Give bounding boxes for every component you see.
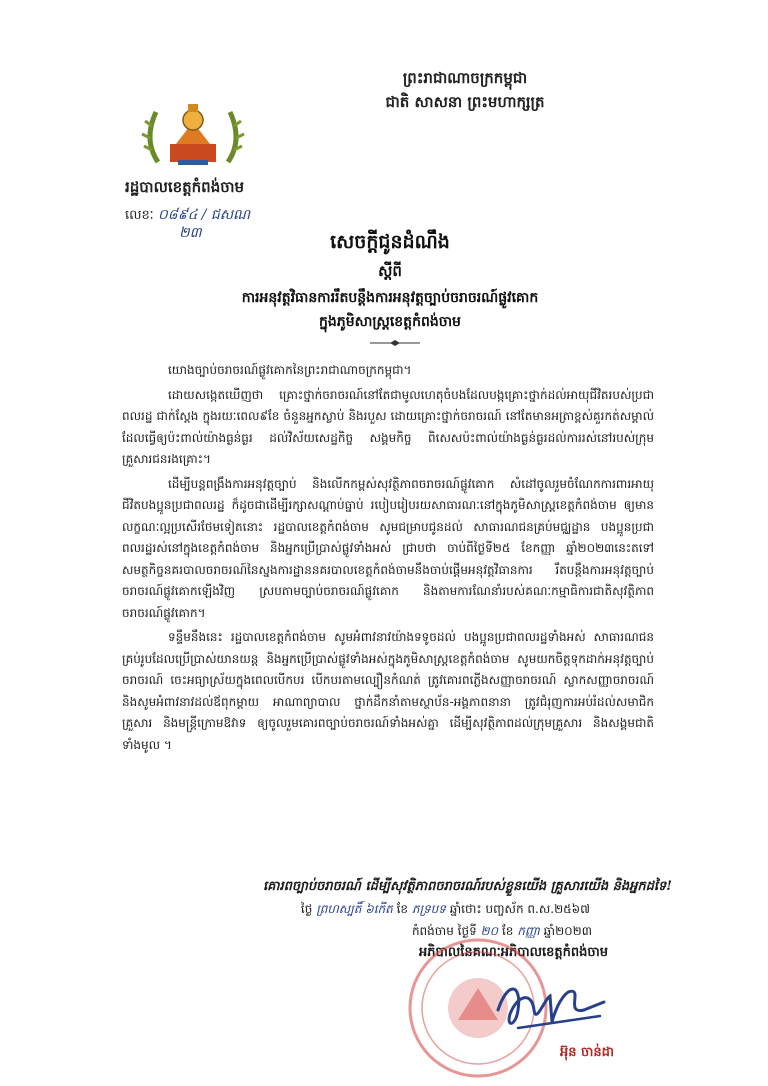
signature-icon [488, 970, 608, 1040]
body-paragraph-4: ទន្ទឹមនឹងនេះ រដ្ឋបាលខេត្តកំពង់ចាម សូមអំពាវនាវយ៉ាងទទូចដល់ បងប្អូនប្រជាពលរដ្ឋទាំងអស់ សាធារណជនគ្រប់រូបដែលប្រើប្រាស់យានយន្ត និងអ្នកប្រើប្រាស់ផ្លូវទាំងអស់ក្នុងភូមិសាស្ត្រខេត្តកំពង់ចាម សូមយកចិត្តទុកដាក់អនុវត្តច្បាប់ចរាចរណ៍ ចេះអធ្យាស្រ័យក្នុងពេលបើកបរ បើកបរតាមល្បឿនកំណត់ ត្រូវគោរពភ្លើងសញ្ញាចរាចរណ៍ ស្លាកសញ្ញាចរាចរណ៍ និងសូមអំពាវនាវដល់ឪពុកម្តាយ អាណាព្យាបាល ថ្នាក់ដឹកនាំតាមស្ថាប័ន-អង្គភាពនានា ត្រូវជំរុញការអប់រំដល់សមាជិកគ្រួសារ និងមន្ត្រីក្រោមឱវាទ ឲ្យចូលរួមគោរពច្បាប់ចរាចរណ៍ទាំងអស់គ្នា ដើម្បីសុវត្ថិភាពដល់ក្រុមគ្រួសារ និងសង្គមជាតិទាំងមូល ។ [122, 630, 654, 752]
issuing-authority: រដ្ឋបាលខេត្តកំពង់ចាម [125, 178, 245, 196]
body-paragraph-2: ដោយសង្កេតឃើញថា គ្រោះថ្នាក់ចរាចរណ៍នៅតែជាមូលហេតុចំបងដែលបង្កគ្រោះថ្នាក់ដល់អាយុជីវិតរបស់ប្រជាពលរដ្ឋ ជាក់ស្តែង ក្នុងរយៈពេល៩ខែ ចំនួនអ្នកស្លាប់ និងរបួស ដោយគ្រោះថ្នាក់ចរាចរណ៍ នៅតែមានអត្រាខ្ពស់គួរកត់សម្គាល់ ដែលធ្វើឲ្យប៉ះពាល់យ៉ាងធ្ងន់ធ្ងរ ដល់វិស័យសេដ្ឋកិច្ច សង្គមកិច្ច ពិសេសប៉ះពាល់យ៉ាងធ្ងន់ធ្ងរដល់ការរស់នៅរបស់ក្រុមគ្រួសារជនរងគ្រោះ។ [122, 387, 654, 466]
notice-title: សេចក្តីជូនដំណឹង [330, 231, 450, 253]
solar-month-handwritten: កញ្ញា [517, 924, 540, 938]
solar-suffix: ឆ្នាំ២០២៣ [543, 924, 592, 938]
divider-ornament-icon [370, 340, 420, 346]
lunar-month-handwritten: ភទ្របទ [411, 902, 446, 916]
solar-day-handwritten: ២០ [480, 924, 499, 938]
notice-about-label: ស្តីពី [378, 262, 402, 280]
reference-number [125, 205, 251, 241]
notice-subject-line2: ក្នុងភូមិសាស្ត្រខេត្តកំពង់ចាម [319, 314, 461, 330]
lunar-month-label: ខែ [396, 902, 409, 916]
body-paragraph-3: ដើម្បីបន្តពង្រឹងការអនុវត្តច្បាប់ និងលើកកម្ពស់សុវត្ថិភាពចរាចរណ៍ផ្លូវគោក សំដៅចូលរួមចំណែកការពារអាយុជីវិតបងប្អូនប្រជាពលរដ្ឋ ក៏ដូចជាដើម្បីរក្សាសណ្តាប់ធ្នាប់ របៀបរៀបរយសាធារណៈនៅក្នុងភូមិសាស្ត្រខេត្តកំពង់ចាម ឲ្យមានលក្ខណៈល្អប្រសើរថែមទៀតនោះ រដ្ឋបាលខេត្តកំពង់ចាម សូមជម្រាបជូនដល់ សាធារណជនគ្រប់មជ្ឈដ្ឋាន បងប្អូនប្រជាពលរដ្ឋរស់នៅក្នុងខេត្តកំពង់ចាម និងអ្នកប្រើប្រាស់ផ្លូវទាំងអស់ ជ្រាបថា ចាប់ពីថ្ងៃទី២៥ ខែកញ្ញា ឆ្នាំ២០២៣នេះតទៅ សមត្ថកិច្ចនគរបាលចរាចរណ៍នៃស្នងការដ្ឋាននគរបាលខេត្តកំពង់ចាមនឹងចាប់ផ្តើមអនុវត្តវិធានការ រឹតបន្តឹងការអនុវត្តច្បាប់ចរាចរណ៍ផ្លូវគោកឡើងវិញ ស្របតាមច្បាប់ចរាចរណ៍ផ្លូវគោក និងតាមការណែនាំរបស់គណៈកម្មាធិការជាតិសុវត្ថិភាពចរាចរណ៍ផ្លូវគោក។ [122, 476, 654, 620]
safety-slogan: គោរពច្បាប់ចរាចរណ៍ ដើម្បីសុវត្ថិភាពចរាចរណ៍របស់ខ្លួនយើង គ្រួសារយើង និងអ្នកដទៃ! [262, 879, 672, 894]
solar-month-label: ខែ [501, 924, 514, 938]
notice-subject [120, 286, 660, 334]
national-motto: ជាតិ សាសនា ព្រះមហាក្សត្រ [385, 93, 545, 111]
solar-prefix: កំពង់ចាម ថ្ងៃទី [411, 924, 477, 938]
kingdom-name: ព្រះរាជាណាចក្រកម្ពុជា [402, 69, 528, 87]
kingdom-header [300, 66, 630, 114]
body-paragraph-1: យោងច្បាប់ចរាចរណ៍ផ្លូវគោកនៃព្រះរាជាណាចក្រកម្ពុជា។ [168, 363, 412, 377]
lunar-day-handwritten: ព្រហស្បតិ៍ ៦កើត [316, 902, 393, 916]
reference-label: លេខៈ [125, 208, 154, 223]
signer-name: អ៊ុន ចាន់ដា [560, 1045, 615, 1060]
notice-subject-line1: ការអនុវត្តវិធានការរឹតបន្តឹងការអនុវត្តច្បាប់ចរាចរណ៍ផ្លូវគោក [241, 290, 539, 306]
reference-year-handwritten: ២៣ [179, 225, 202, 241]
lunar-prefix: ថ្ងៃ [300, 902, 313, 916]
notice-body [122, 360, 654, 759]
provincial-emblem-icon [138, 100, 248, 170]
reference-number-value: ០៨៩៤ [157, 207, 198, 223]
reference-suffix: / ជសណ [201, 207, 251, 223]
lunar-date [120, 898, 672, 920]
signer-title: អភិបាលនៃគណៈអភិបាលខេត្តកំពង់ចាម [418, 945, 608, 960]
lunar-suffix: ឆ្នាំថោះ បញ្ចស័ក ព.ស.២៥៦៧ [449, 902, 590, 916]
